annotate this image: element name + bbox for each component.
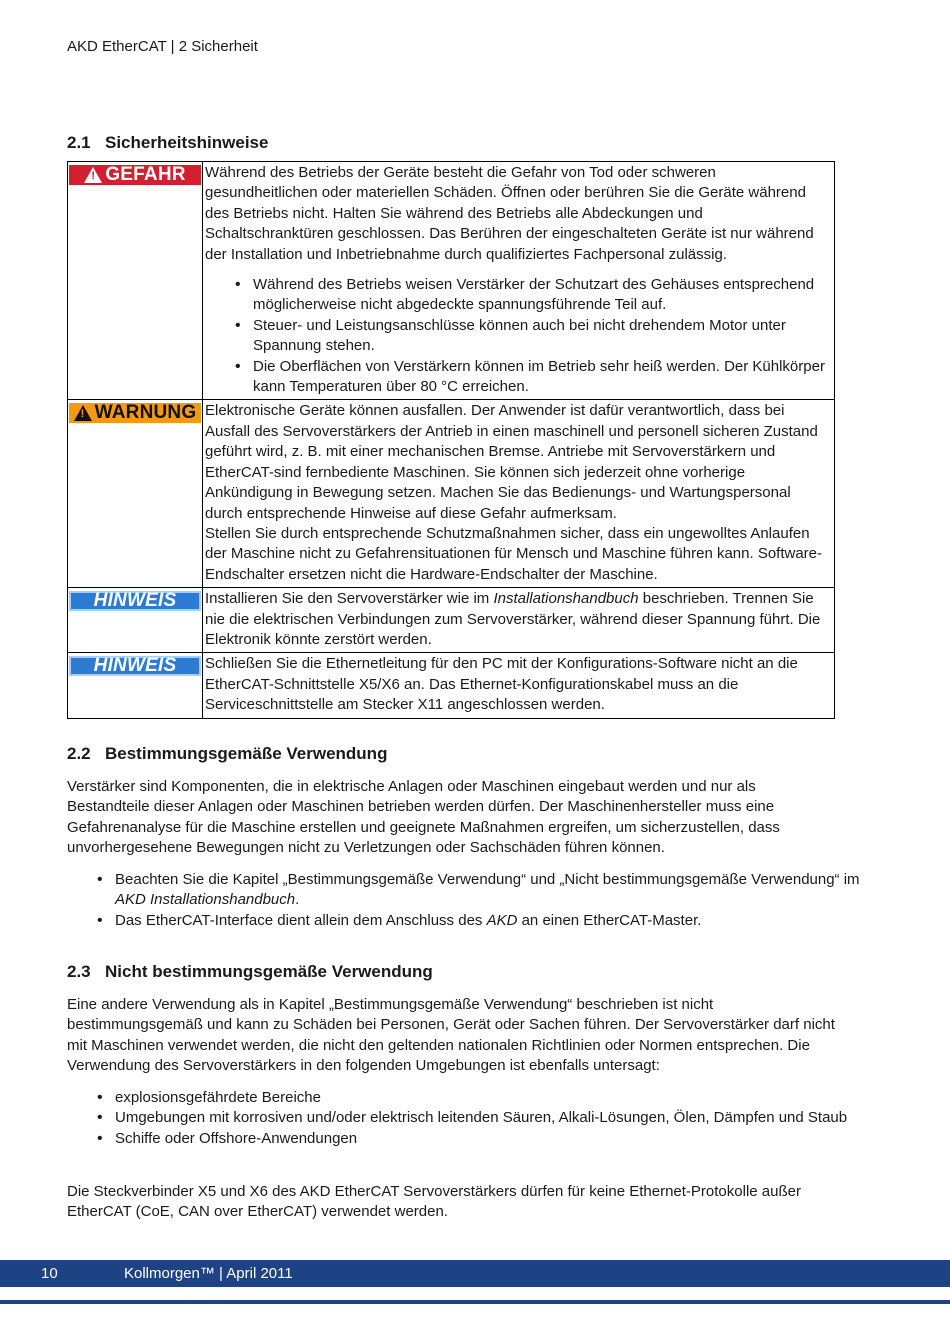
notice-text-cell: [203, 162, 835, 400]
list-item: • Die Oberflächen von Verstärkern können im Betrieb sehr heiß werden. Der Kühlkörper kann Temperaturen über 80 °C erreichen.: [253, 357, 832, 398]
notice-row-hint-2: [68, 653, 835, 718]
section-heading-2-2: [67, 744, 387, 764]
list-item: [115, 911, 875, 931]
manual-reference: AKD Installationshandbuch: [115, 891, 296, 909]
section-title: Sicherheitshinweise: [105, 133, 269, 152]
manual-reference: Installationshandbuch: [493, 590, 639, 608]
section-number: 2.3: [67, 962, 91, 981]
section-2-2-paragraph: Verstärker sind Komponenten, die in elektrische Anlagen oder Maschinen eingebaut werden und nur als Bestandteile dieser Anlagen oder Maschinen betrieben werden dürfen. Der Maschinenhersteller muss eine Gefahrenanalyse für die Maschine erstellen und geeignete Maßnahmen ergreifen, um sicherzustellen, dass unvorhergesehene Bewegungen nicht zu Verletzungen oder Sachschäden führen können.: [67, 778, 780, 857]
notice-text: Schließen Sie die Ethernetleitung für den PC mit der Konfigurations-Software nicht an die EtherCAT-Schnittstelle X5/X6 an. Das Ethernet-Konfigurationskabel muss an die Serviceschnittstelle am Stecker X11 angeschlossen werden.: [205, 655, 798, 714]
danger-badge: [69, 165, 201, 185]
notice-text-part: beschrieben. Trennen Sie nie die elektrischen Verbindungen zum Servoverstärker, während dieser Spannung führt. Die Elektronik könnte zerstört werden.: [205, 590, 821, 648]
footer-divider: [0, 1300, 950, 1304]
section-title: Nicht bestimmungsgemäße Verwendung: [105, 962, 433, 981]
notice-label-cell: [68, 162, 203, 400]
danger-badge-label: GEFAHR: [105, 163, 186, 185]
list-item: • Umgebungen mit korrosiven und/oder elektrisch leitenden Säuren, Alkali-Lösungen, Ölen, Dämpfen und Staub: [115, 1108, 875, 1128]
notice-label-cell: [68, 653, 203, 718]
bullet-text-part: Das EtherCAT-Interface dient allein dem Anschluss des: [115, 911, 487, 929]
warning-badge: [69, 403, 201, 423]
notice-label-cell: [68, 588, 203, 653]
notice-badge: HINWEIS: [69, 591, 201, 611]
safety-notices-table: [67, 161, 835, 719]
list-item: • explosionsgefährdete Bereiche: [115, 1088, 875, 1108]
list-item: [115, 870, 875, 911]
product-name: AKD: [486, 911, 518, 929]
page-number: 10: [41, 1265, 58, 1282]
list-item: • Steuer- und Leistungsanschlüsse können auch bei nicht drehendem Motor unter Spannung stehen.: [253, 316, 832, 357]
bullet-text-part: an einen EtherCAT-Master.: [517, 911, 702, 929]
section-2-2-bullet-list: [67, 870, 875, 931]
list-item: • Während des Betriebs weisen Verstärker der Schutzart des Gehäuses entsprechend möglicherweise nicht abgedeckte spannungsführende Teil auf.: [253, 275, 832, 316]
warning-triangle-icon: !: [84, 167, 102, 183]
danger-text: Während des Betriebs der Geräte besteht die Gefahr von Tod oder schweren gesundheitlichen oder materiellen Schäden. Öffnen oder berühren Sie die Geräte während des Betriebs nicht. Halten Sie während des Betriebs alle Abdeckungen und Schaltschranktüren geschlossen. Das Berühren der eingeschalteten Geräte ist nur während der Installation und Inbetriebnahme durch qualifiziertes Fachpersonal zulässig.: [205, 164, 814, 263]
section-heading-2-1: [67, 133, 268, 153]
section-number: 2.2: [67, 744, 91, 763]
danger-bullet-list: [205, 275, 832, 397]
section-number: 2.1: [67, 133, 91, 152]
warning-text: Elektronische Geräte können ausfallen. Der Anwender ist dafür verantwortlich, dass bei Ausfall des Servoverstärkers der Antrieb in einen maschinell und personell sicheren Zustand geführt wird, z. B. mit einer mechanischen Bremse. Antriebe mit Servoverstärkern und EtherCAT-sind fernbediente Maschinen. Sie können sich jederzeit ohne vorherige Ankündigung in Bewegung setzen. Machen Sie das Bedienungs- und Wartungspersonal durch entsprechende Hinweise auf diese Gefahr aufmerksam.: [205, 402, 818, 522]
running-header: AKD EtherCAT | 2 Sicherheit: [67, 38, 258, 55]
warning-text-2: Stellen Sie durch entsprechende Schutzmaßnahmen sicher, dass ein ungewolltes Anlaufen der Maschine nicht zu Gefahrensituationen für Mensch und Maschine führen kann. Software-Endschalter ersetzen nicht die Hardware-Endschalter der Maschine.: [205, 524, 823, 583]
notice-row-hint-1: [68, 588, 835, 653]
notice-row-warning: [68, 400, 835, 588]
notice-row-danger: [68, 162, 835, 400]
notice-text-part: Installieren Sie den Servoverstärker wie im: [205, 590, 494, 608]
warning-badge-label: WARNUNG: [94, 402, 197, 424]
warning-triangle-icon: !: [74, 405, 92, 421]
section-2-3-paragraph-2: Die Steckverbinder X5 und X6 des AKD EtherCAT Servoverstärkers dürfen für keine Ethernet-Protokolle außer EtherCAT (CoE, CAN over EtherCAT) verwendet werden.: [67, 1183, 801, 1221]
notice-text-cell: [203, 653, 835, 718]
notice-text-cell: [203, 400, 835, 588]
section-2-3-bullet-list: [67, 1088, 875, 1149]
section-2-3-paragraph: Eine andere Verwendung als in Kapitel „Bestimmungsgemäße Verwendung“ beschrieben ist nicht bestimmungsgemäß und kann zu Schäden bei Personen, Gerät oder Sachen führen. Der Servoverstärker darf nicht mit Maschinen verwendet werden, die nicht den geltenden nationalen Richtlinien oder Normen entsprechen. Die Verwendung des Servoverstärkers in den folgenden Umgebungen ist ebenfalls untersagt:: [67, 996, 835, 1075]
notice-badge: HINWEIS: [69, 656, 201, 676]
notice-label-cell: [68, 400, 203, 588]
footer-brand: Kollmorgen™ | April 2011: [124, 1265, 293, 1282]
notice-text-cell: [203, 588, 835, 653]
bullet-text-part: .: [295, 891, 300, 909]
section-title: Bestimmungsgemäße Verwendung: [105, 744, 388, 763]
section-heading-2-3: [67, 962, 433, 982]
bullet-text-part: Beachten Sie die Kapitel „Bestimmungsgemäße Verwendung“ und „Nicht bestimmungsgemäße Verwendung“ im: [115, 871, 860, 888]
page-footer: [0, 1260, 950, 1287]
list-item: • Schiffe oder Offshore-Anwendungen: [115, 1129, 875, 1149]
